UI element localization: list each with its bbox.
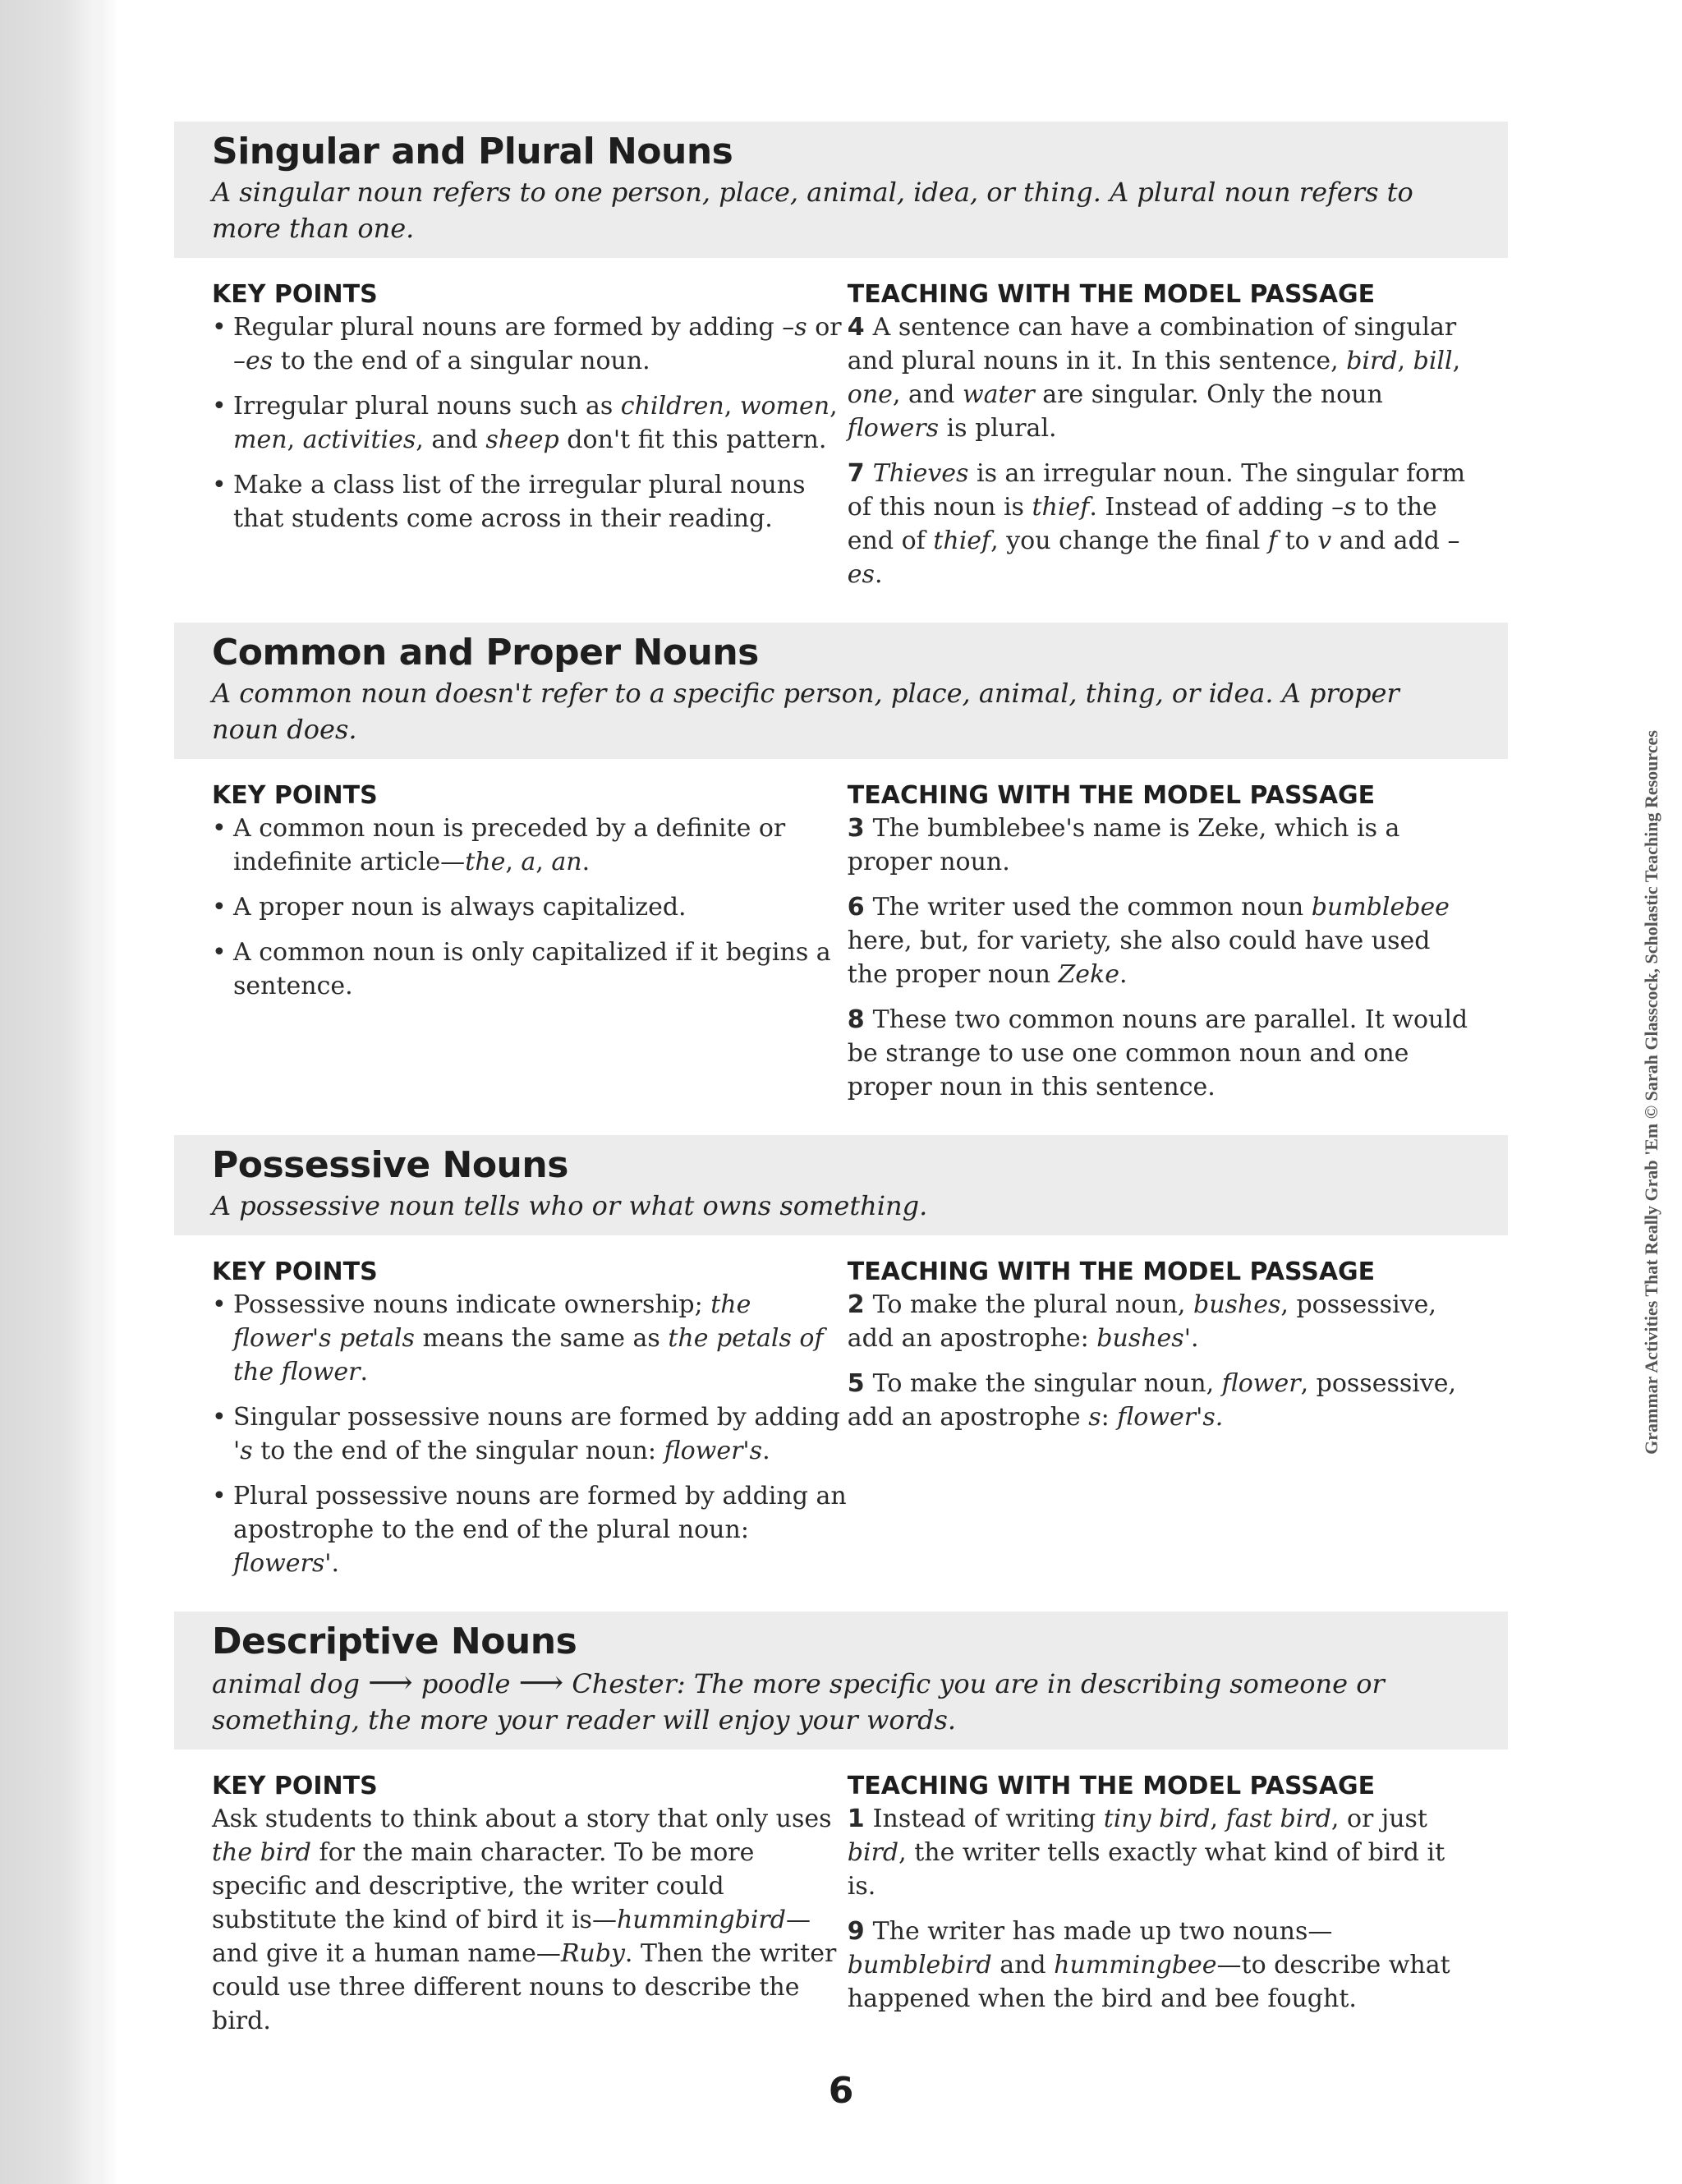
item-text: Instead of writing tiny bird, fast bird, or just bird, the writer tells exactly what kind of bird it is.: [847, 1805, 1445, 1901]
section-definition: A common noun doesn't refer to a specific person, place, animal, thing, or idea. A proper noun does.: [212, 678, 1399, 745]
italic-term: flowers: [847, 414, 940, 443]
page-number: 6: [828, 2070, 854, 2112]
italic-term: hummingbird: [616, 1906, 786, 1934]
item-text: To make the singular noun, flower, possessive, add an apostrophe s: flower's.: [847, 1369, 1457, 1432]
key-point: • A proper noun is always capitalized.: [212, 890, 848, 924]
italic-term: s: [1088, 1403, 1101, 1432]
teaching-item: [848, 1915, 1470, 2016]
section-title: Possessive Nouns: [212, 1144, 568, 1186]
italic-term: v: [1317, 526, 1332, 555]
section-common-proper: [174, 623, 1508, 1135]
item-number: 7: [847, 459, 865, 488]
section-header: [174, 1135, 1508, 1235]
key-points-paragraph: Ask students to think about a story that only uses the bird for the main character. To be more specific and descriptive, the writer could substitute the kind of bird it is—hummingbird—and give it a human name—Ruby. Then the writer could use three different nouns to describe the bird.: [212, 1805, 837, 2035]
arrow-icon: ⟶: [368, 1664, 413, 1700]
section-columns: [174, 759, 1508, 1135]
key-point: • A common noun is preceded by a definite or indefinite article—the, a, an.: [212, 812, 848, 879]
section-descriptive: [174, 1612, 1508, 2058]
italic-term: hummingbee: [1054, 1951, 1217, 1979]
section-title: Singular and Plural Nouns: [212, 131, 733, 172]
item-text: The writer used the common noun bumblebee here, but, for variety, she also could have used the proper noun Zeke.: [847, 893, 1450, 989]
section-header: [174, 122, 1508, 258]
item-number: 9: [847, 1917, 865, 1946]
italic-term: flower's: [664, 1437, 763, 1465]
teaching-heading: TEACHING WITH THE MODEL PASSAGE: [847, 781, 1376, 810]
section-possessive: [174, 1135, 1508, 1612]
item-text: To make the plural noun, bushes, possessive, add an apostrophe: bushes'.: [847, 1290, 1436, 1353]
italic-term: a: [521, 848, 536, 876]
item-number: 2: [847, 1290, 865, 1319]
italic-term: bumblebird: [847, 1951, 992, 1979]
key-points-heading: KEY POINTS: [212, 781, 378, 810]
item-number: 8: [847, 1005, 865, 1034]
section-columns: [174, 1235, 1508, 1612]
italic-term: –s: [782, 313, 807, 342]
key-point: • Singular possessive nouns are formed by adding 's to the end of the singular noun: flower's.: [212, 1400, 848, 1468]
item-text: These two common nouns are parallel. It would be strange to use one common noun and one proper noun in this sentence.: [847, 1005, 1468, 1101]
italic-term: children: [620, 392, 724, 421]
section-title: Common and Proper Nouns: [212, 632, 759, 674]
section-singular-plural: [174, 122, 1508, 623]
italic-term: 's: [233, 1437, 253, 1465]
italic-term: women: [739, 392, 830, 421]
italic-term: bird: [847, 1838, 899, 1867]
italic-term: an: [551, 848, 582, 876]
teaching-item: [848, 812, 1470, 879]
italic-term: the bird: [212, 1838, 312, 1867]
italic-term: sheep: [485, 425, 559, 454]
italic-term: fast bird: [1225, 1805, 1331, 1833]
section-columns: [174, 258, 1508, 623]
item-number: 3: [847, 814, 865, 843]
italic-term: the flower's petals: [233, 1290, 751, 1353]
italic-term: tiny bird: [1103, 1805, 1211, 1833]
item-text: The writer has made up two nouns—bumblebird and hummingbee—to describe what happened when the bird and bee fought.: [847, 1917, 1450, 2013]
teaching-item: [848, 1802, 1470, 1903]
teaching-column: [848, 279, 1470, 603]
key-points-heading: KEY POINTS: [212, 1772, 378, 1800]
section-columns: [174, 1749, 1508, 2058]
teaching-item: [848, 310, 1470, 445]
teaching-item: [848, 1288, 1470, 1355]
italic-term: one: [847, 380, 893, 409]
italic-term: –es: [233, 347, 273, 375]
italic-term: flower: [1221, 1369, 1301, 1398]
italic-term: flower's.: [1117, 1403, 1224, 1432]
italic-term: Zeke: [1058, 960, 1119, 989]
teaching-column: [848, 780, 1470, 1115]
teaching-heading: TEACHING WITH THE MODEL PASSAGE: [847, 1772, 1376, 1800]
teaching-item: [848, 890, 1470, 991]
item-number: 5: [847, 1369, 865, 1398]
italic-term: thief: [933, 526, 991, 555]
italic-term: water: [962, 380, 1035, 409]
section-definition: A possessive noun tells who or what owns something.: [212, 1190, 928, 1221]
section-title: Descriptive Nouns: [212, 1621, 577, 1662]
section-header: [174, 623, 1508, 759]
item-text: Thieves is an irregular noun. The singular form of this noun is thief. Instead of adding –s to the end of thief, you change the final f to v and add –es.: [847, 459, 1466, 589]
teaching-column: [848, 1771, 1470, 2038]
key-points-column: [212, 780, 848, 1115]
copyright-credit: Grammar Activities That Really Grab 'Em © Sarah Glasscock, Scholastic Teaching Resources: [1641, 730, 1661, 1455]
item-text: A sentence can have a combination of singular and plural nouns in it. In this sentence, bird, bill, one, and water are singular. Only the noun flowers is plural.: [847, 313, 1461, 443]
italic-term: the: [465, 848, 506, 876]
key-point: • Possessive nouns indicate ownership; the flower's petals means the same as the petals of the flower.: [212, 1288, 848, 1389]
teaching-heading: TEACHING WITH THE MODEL PASSAGE: [847, 280, 1376, 309]
key-point: • Plural possessive nouns are formed by adding an apostrophe to the end of the plural noun: flowers'.: [212, 1479, 848, 1580]
section-definition: animal dog ⟶ poodle ⟶ Chester: The more specific you are in describing someone or something, the more your reader will enjoy your words.: [212, 1664, 1385, 1736]
item-number: 4: [847, 313, 865, 342]
page-spine-fade: [85, 0, 118, 2184]
teaching-item: [848, 1003, 1470, 1104]
teaching-heading: TEACHING WITH THE MODEL PASSAGE: [847, 1258, 1376, 1286]
teaching-item: [848, 1367, 1470, 1434]
key-points-heading: KEY POINTS: [212, 1258, 378, 1286]
italic-term: bushes': [1096, 1324, 1191, 1353]
section-definition: A singular noun refers to one person, place, animal, idea, or thing. A plural noun refers to more than one.: [212, 177, 1413, 244]
key-points-heading: KEY POINTS: [212, 280, 378, 309]
italic-term: thief: [1032, 493, 1090, 522]
italic-term: f: [1267, 526, 1278, 555]
key-point: • A common noun is only capitalized if it begins a sentence.: [212, 936, 848, 1003]
arrow-icon: ⟶: [518, 1664, 564, 1700]
item-number: 1: [847, 1805, 865, 1833]
italic-term: bird: [1346, 347, 1398, 375]
italic-term: –s: [1331, 493, 1357, 522]
key-point: • Regular plural nouns are formed by adding –s or –es to the end of a singular noun.: [212, 310, 848, 378]
section-header: [174, 1612, 1508, 1749]
italic-term: bill: [1413, 347, 1453, 375]
item-number: 6: [847, 893, 865, 922]
italic-term: activities: [302, 425, 416, 454]
key-point: • Irregular plural nouns such as children, women, men, activities, and sheep don't fit this pattern.: [212, 389, 848, 457]
key-points-column: [212, 1771, 848, 2038]
key-points-column: [212, 1257, 848, 1592]
page-content: [174, 122, 1508, 2058]
key-point: • Make a class list of the irregular plural nouns that students come across in their reading.: [212, 468, 848, 536]
key-points-column: [212, 279, 848, 603]
teaching-column: [848, 1257, 1470, 1592]
italic-term: Ruby: [560, 1939, 625, 1968]
italic-term: flowers': [233, 1549, 332, 1578]
italic-term: the petals of the flower: [233, 1324, 824, 1386]
teaching-item: [848, 457, 1470, 591]
italic-term: bumblebee: [1311, 893, 1450, 922]
italic-term: Thieves: [872, 459, 969, 488]
italic-term: men: [233, 425, 287, 454]
italic-term: bushes: [1193, 1290, 1281, 1319]
italic-term: –es: [847, 526, 1460, 589]
item-text: The bumblebee's name is Zeke, which is a proper noun.: [847, 814, 1400, 876]
